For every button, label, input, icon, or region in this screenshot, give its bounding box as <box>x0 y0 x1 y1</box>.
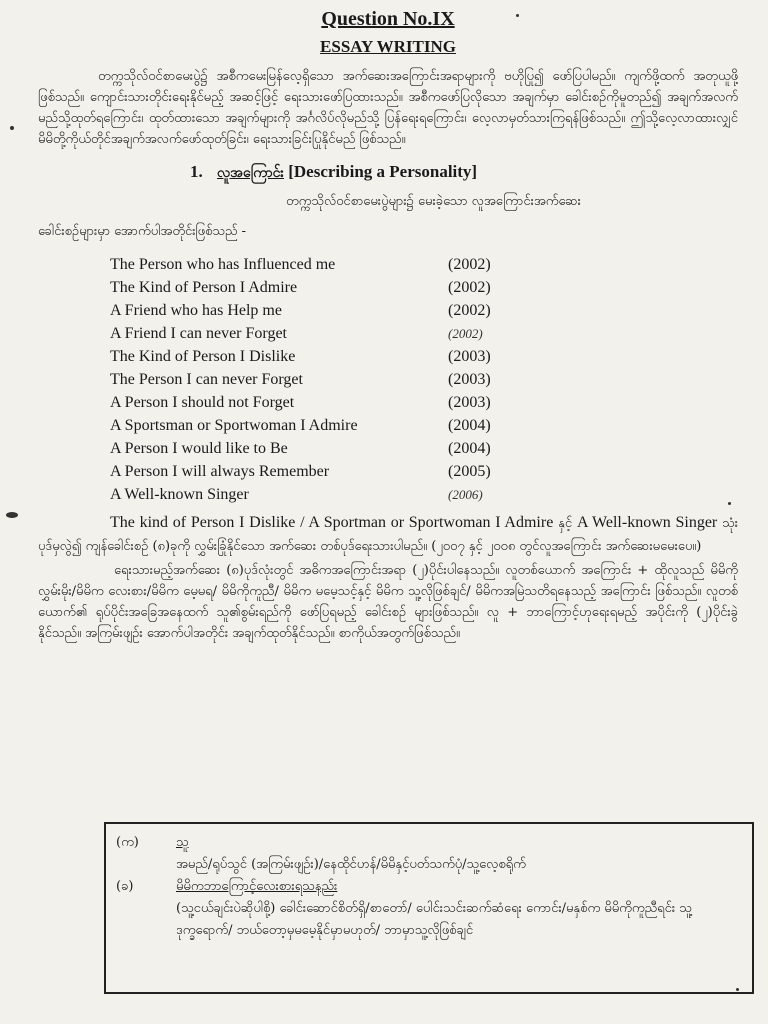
topic-title: A Person I would like to Be <box>110 440 288 457</box>
outline-label-ka: သူ <box>176 835 189 850</box>
topic-item <box>110 276 738 299</box>
topic-item <box>110 368 738 391</box>
section-intro-line1: တက္ကသိုလ်ဝင်စာမေးပွဲများ၌ မေးခဲ့သော လူအကြောင်းအက်ဆေး <box>286 194 581 209</box>
essay-structure-paragraph: ရေးသားမည့်အက်ဆေး (၈)ပုဒ်လုံးတွင် အဓိကအကြောင်းအရာ (၂)ပိုင်းပါနေသည်။ လူတစ်ယောက် အကြောင်း + ထိုလူသည် မိမိကို လွှမ်းမိုး/မိမိက လေးစား/မိမိက မေ့မရ/ မိမိကိုကူညီ/ မိမိက မမေ့သင့်နှင့် မိမိက သူ့လိုဖြစ်ချင်/ မိမိကအမြဲသတိရနေသည့် အကြောင်း ဖြစ်သည်။ လူတစ်ယောက်၏ ရုပ်ပိုင်းအခြေအနေထက် သူ၏စွမ်းရည်ကို ဖော်ပြရမည့် ခေါင်းစဉ် များဖြစ်သည်။ လူ + ဘာကြောင့်ဟုရေးရမည့် အပိုင်းကို (၂)ပိုင်းခွဲနိုင်သည်။ အကြမ်းဖျဉ်း အောက်ပါအတိုင်း အချက်ထုတ်နိုင်သည်။ စာကိုယ်အတွက်ဖြစ်သည်။ <box>38 563 738 641</box>
topic-item <box>110 299 738 322</box>
excluded-topics-paragraph <box>38 512 738 558</box>
topic-year: (2005) <box>448 463 491 480</box>
section-intro-line2: ခေါင်းစဉ်များမှာ အောက်ပါအတိုင်းဖြစ်သည် - <box>38 224 247 239</box>
outline-body-ka <box>176 832 740 876</box>
topic-year: (2002) <box>448 302 491 319</box>
topic-title: A Friend I can never Forget <box>110 325 287 342</box>
topic-title: A Well-known Singer <box>110 486 249 503</box>
outline-row-ka <box>116 832 740 876</box>
topic-year-handwritten: (2006) <box>448 487 483 502</box>
scan-speck <box>516 14 519 17</box>
topic-year: (2002) <box>448 256 491 273</box>
scan-speck <box>10 126 14 130</box>
topic-title: The Person I can never Forget <box>110 371 303 388</box>
topic-year: (2002) <box>448 279 491 296</box>
topic-item <box>110 253 738 276</box>
outline-marker-kha: (ခ) <box>116 879 134 894</box>
question-title: Question No.IX <box>321 8 455 30</box>
topic-item <box>110 414 738 437</box>
intro-paragraph: တက္ကသိုလ်ဝင်စာမေးပွဲ၌ အစီကမေးမြန်လေ့ရှိသော အက်ဆေးအကြောင်းအရာများကို ဗဟိုပြု၍ ဖော်ပြပါမည်။ ကျက်ဖို့ထက် အတုယူဖို့ဖြစ်သည်။ ကျောင်းသားတိုင်းရေးနိုင်မည့် အဆင့်ဖြင့် ရေးသားဖော်ပြထားသည်။ အစီကဖော်ပြလိုသော အချက်မှာ ခေါင်းစဉ်ကိုမူတည်၍ အချက်အလက် မည်သို့ထုတ်ရကြောင်း၊ ထုတ်ထားသော အချက်များကို အင်္ဂလိပ်လိုမည်သို့ ပြန်ရေးရကြောင်း၊ လေ့လာမှတ်သားကြရန်ဖြစ်သည်။ ဤသို့လေ့လာထားလျှင် မိမိတို့ကိုယ်တိုင်အချက်အလက်ဖော်ထုတ်ခြင်း၊ ရေးသားခြင်းပြုနိုင်မည် ဖြစ်သည်။ <box>38 69 738 147</box>
topic-title: The Kind of Person I Admire <box>110 279 298 296</box>
scan-speck <box>728 502 731 505</box>
scan-speck <box>736 988 739 991</box>
topic-title: The Person who has Influenced me <box>110 256 336 273</box>
outline-box <box>104 822 754 994</box>
topic-item <box>110 483 738 506</box>
topic-year: (2004) <box>448 417 491 434</box>
topic-title: The Kind of Person I Dislike <box>110 348 296 365</box>
essay-writing-heading: ESSAY WRITING <box>320 37 456 56</box>
topic-list <box>38 253 738 506</box>
topic-title: A Person I should not Forget <box>110 394 295 411</box>
topic-year: (2004) <box>448 440 491 457</box>
topic-year: (2003) <box>448 371 491 388</box>
topic-title: A Person I will always Remember <box>110 463 330 480</box>
excluded-topics-conjunction: နှင့် <box>553 516 577 531</box>
topic-item <box>110 391 738 414</box>
scan-speck <box>6 512 18 518</box>
topic-title: A Friend who has Help me <box>110 302 282 319</box>
topic-year: (2003) <box>448 348 491 365</box>
outline-label-kha: မိမိကဘာကြောင့်လေးစားရသနည်း <box>176 879 338 894</box>
outline-text-kha: (သူ့ငယ်ချင်းပဲဆိုပါစို့) ခေါင်းဆောင်စိတ်ရှိ/စာတော်/ ပေါင်းသင်းဆက်ဆံရေး ကောင်း/မနှစ်က မိမိကိုကူညီရင်း သူ့ဒုက္ခရောက်/ ဘယ်တော့မှမမေ့နိုင်မှာမဟုတ်/ ဘာမှာသူ့လိုဖြစ်ချင် <box>176 901 692 938</box>
excluded-topic-singer: A Well-known Singer <box>576 514 718 531</box>
topic-item <box>110 460 738 483</box>
section-heading <box>190 160 738 185</box>
excluded-topics-english: The kind of Person I Dislike / A Sportman or Sportwoman I Admire <box>110 514 554 531</box>
outline-body-kha <box>176 876 740 942</box>
topic-item <box>110 345 738 368</box>
outline-marker-ka: (က) <box>116 835 139 850</box>
outline-text-ka: အမည်/ရုပ်သွင် (အကြမ်းဖျဉ်း)/နေထိုင်ဟန်/မိမိနှင့်ပတ်သက်ပုံ/သူ့လေ့စရိုက် <box>176 857 526 872</box>
topic-title: A Sportsman or Sportwoman I Admire <box>110 417 358 434</box>
section-title-myanmar: လူအကြောင်း <box>217 165 284 181</box>
topic-year: (2003) <box>448 394 491 411</box>
topic-year-handwritten: (2002) <box>448 326 483 341</box>
outline-row-kha <box>116 876 740 942</box>
topic-item <box>110 322 738 345</box>
section-number: 1. <box>190 162 203 181</box>
excluded-topics-explanation: သုံးပုဒ်မှလွဲ၍ ကျန်ခေါင်းစဉ် (၈)ခုကို လွှမ်းခြုံနိုင်သော အက်ဆေး တစ်ပုဒ်ရေးသားပါမည်။ (၂၀၀၇ နှင့် ၂၀၀၈ တွင်လူအကြောင်း အက်ဆေးမမေးပေ။) <box>38 516 738 554</box>
topic-item <box>110 437 738 460</box>
section-title-english: [Describing a Personality] <box>288 162 478 181</box>
